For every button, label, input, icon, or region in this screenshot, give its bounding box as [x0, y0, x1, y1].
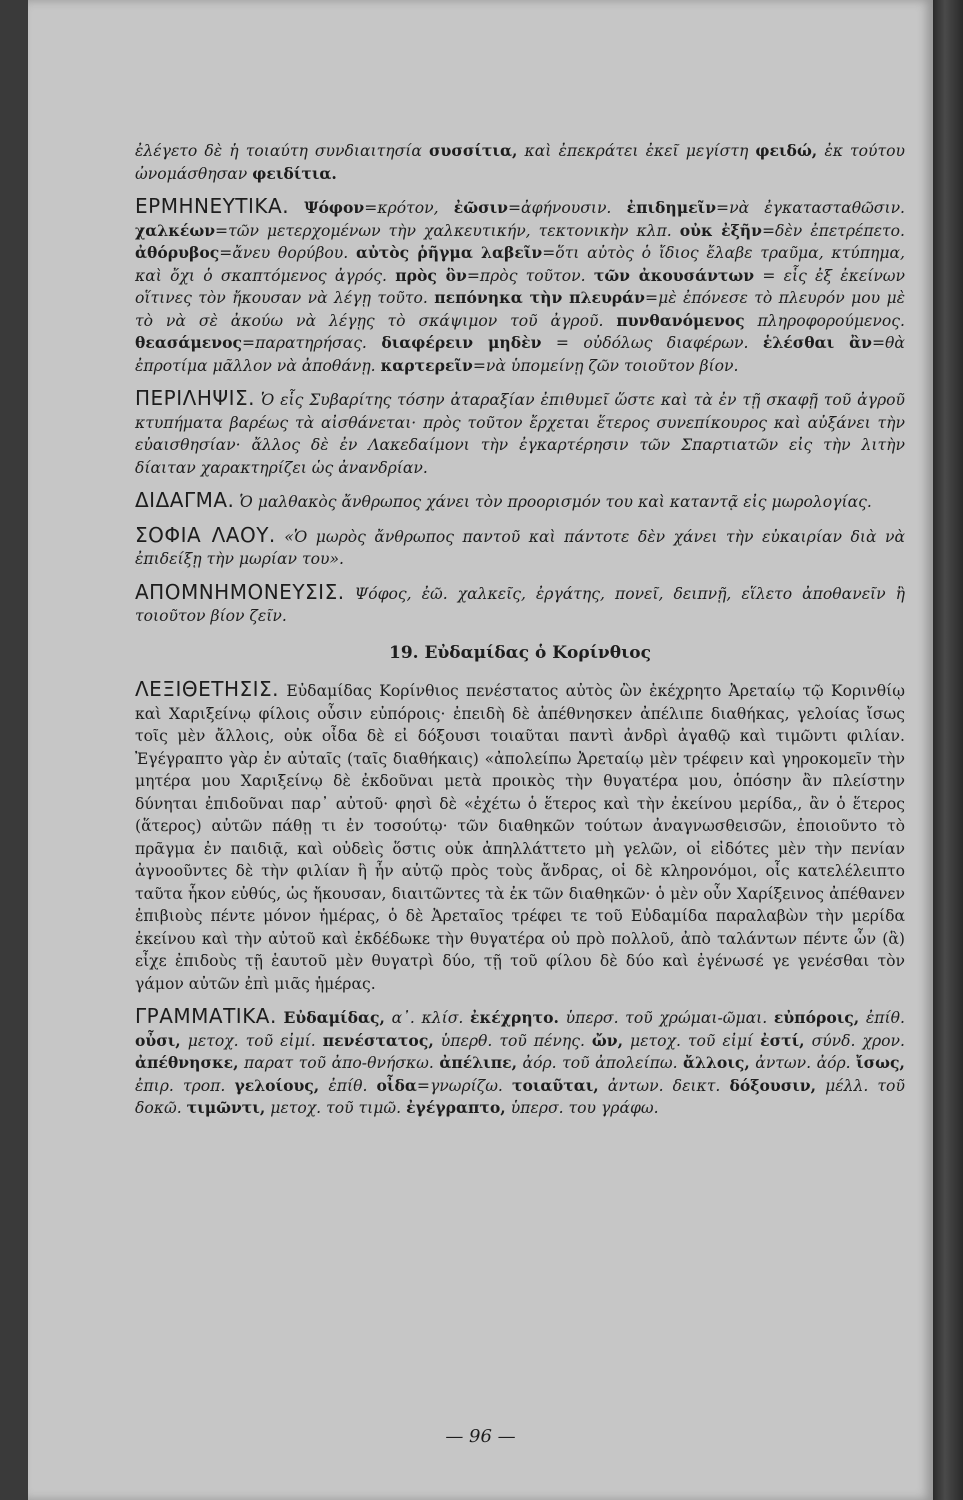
definition: =θὰ ἐπροτίμα μᾶλλον νὰ ἀποθάνῃ. [135, 334, 905, 375]
term: ὤν, [591, 1030, 624, 1050]
intro-text: ἐκ τούτου ὠνομάσθησαν [135, 142, 906, 183]
term: ἄλλοις, [683, 1053, 750, 1072]
definition: παρατ τοῦ ἀπο-θνήσκω. [244, 1054, 434, 1072]
definition: =πρὸς τοῦτον. [466, 266, 586, 285]
definition: =κρότον, [364, 199, 439, 217]
term: ἐπιδημεῖν [626, 198, 717, 217]
definition: =παρατηρήσας. [242, 334, 367, 352]
term: Ψόφον [304, 198, 365, 217]
section-label: ΑΠΟΜΝΗΜΟΝΕΥΣΙΣ. [135, 579, 345, 604]
book-spine [933, 0, 963, 1500]
section-text: Ὁ εἷς Συβαρίτης τόσην ἀταραξίαν ἐπιθυμεῖ ὥστε καὶ τὰ ἐν τῇ σκαφῇ τοῦ ἀγροῦ κτυπήματα βαρέως τὰ αἰσθάνεται· πρὸς τοῦτον ἔρχεται ἕτερος συνεπίκουρος καὶ αὐξάνει τὴν εὐαισθησίαν· ἄλλος δὲ ἐν Λακεδαίμονι τὴν ἐγκαρτέρησιν τῶν Σπαρτιατῶν εἰς τὴν λιτὴν δίαιταν χαρακτηρίζει ὡς ἀνανδρίαν. [135, 391, 905, 477]
term: πεπόνηκα τὴν πλευράν [434, 288, 646, 307]
term: ἐγέγραπτο, [406, 1098, 506, 1117]
term: ἀπέλιπε, [439, 1053, 518, 1072]
perilipsis-section [135, 387, 905, 479]
definition: =νὰ ὑπομείνῃ ζῶν τοιοῦτον βίον. [472, 356, 739, 375]
term: Εὐδαμίδας, [283, 1008, 385, 1027]
term: διαφέρειν μηδὲν [381, 333, 542, 352]
term: πενέστατος, [322, 1030, 434, 1050]
definition: ἐπιρ. τροπ. [135, 1076, 226, 1095]
term: θεασάμενος [135, 333, 242, 352]
definition: =νὰ ἐγκατασταθῶσιν. [716, 199, 905, 217]
term-syssitia: συσσίτια, [429, 141, 518, 160]
definition: ἐπίθ. [865, 1009, 905, 1027]
chapter-title: 19. Εὐδαμίδας ὁ Κορίνθιος [389, 642, 651, 663]
page-number: — 96 — [445, 1426, 516, 1447]
term: αὐτὸς ῥῆγμα λαβεῖν [355, 243, 543, 262]
apomnimoneusis-section [135, 581, 905, 628]
section-text: Εὐδαμίδας Κορίνθιος πενέστατος αὐτὸς ὢν ἐκέχρητο Ἀρεταίῳ τῷ Κορινθίῳ καὶ Χαριξείνῳ φίλοις οὖσιν εὐπόροις· ἐπειδὴ δὲ ἀπέθνησκεν ἀπέλιπε διαθήκας, γελοίας ἴσως τοῖς μὲν ἄλλοις, οὐκ οἶδα δὲ εἰ δόξουσι τοιαῦται παντὶ ἀνδρὶ ἀγαθῷ καὶ τιμῶντι φιλίαν. Ἐγέγραπτο γὰρ ἐν αὐταῖς (ταῖς διαθήκαις) «ἀπολείπω Ἀρεταίῳ μὲν τρέφειν καὶ γηροκομεῖν τὴν μητέρα μου Χαριξείνῳ δὲ ἐκδοῦναι μετὰ προικὸς τὴν θυγατέρα μου, ὁπόσην ἂν πλείστην δύνηται ἐπιδοῦναι παρ᾿ αὐτοῦ· φησὶ δὲ «ἐχέτω ὁ ἕτερος καὶ τὴν ἐκείνου μερίδα,, ἂν ὁ ἕτερος (ἅτερος) αὐτῶν πάθῃ τι ἐν τοσούτῳ· τῶν διαθηκῶν τούτων ἀναγνωσθεισῶν, ἐποιοῦντο τὸ πρᾶγμα ἐν παιδιᾷ, καὶ οὐδεὶς ὅστις οὐκ ἀπηλλάττετο μὴ γελῶν, οἱ εἰδότες μὲν τὴν πενίαν ἀγνοοῦντες δὲ τὴν φιλίαν ἣ ἦν αὐτῷ πρὸς τοὺς ἄνδρας, οἱ δὲ κληρονόμοι, οἷς κατελέλειπτο ταῦτα ἧκον εὐθύς, ὡς ἤκουσαν, διαιτῶντες τὰ ἐκ τῶν διαθηκῶν· ὁ μὲν οὖν Χαρίξεινος ἀπέθανεν ἐπιβιοὺς πέντε μόνον ἡμέρας, ὁ δὲ Ἀρεταῖος τρέφει τε τοῦ Εὐδαμίδα παραλαβὼν τὴν μερίδα ἐκείνου καὶ τὴν αὐτοῦ καὶ ἐκδέδωκε τὴν θυγατέρα οὐ πρὸ πολλοῦ, ἀπὸ ταλάντων πέντε ὧν (ἃ) εἶχε ἐπιδοὺς τῇ ἑαυτοῦ μὲν θυγατρὶ δύο, τῇ τοῦ φίλου δὲ δύο καὶ ἐγένωσέ γε γενέσθαι τὸν γάμον αὐτῶν ἐπὶ μιᾶς ἡμέρας. [135, 682, 905, 993]
term: πρὸς ὃν [395, 265, 467, 285]
definition: μετοχ. τοῦ τιμῶ. [270, 1099, 402, 1117]
definition: ἀόρ. τοῦ ἀπολείπω. [522, 1054, 678, 1072]
term: πυνθανόμενος [616, 310, 745, 330]
term: ἐῶσιν [453, 198, 508, 217]
term: καρτερεῖν [380, 355, 473, 375]
section-label: ΕΡΜΗΝΕΥΤΙΚΑ. [135, 194, 290, 218]
section-label: ΠΕΡΙΛΗΨΙΣ. [135, 386, 255, 410]
section-label: ΓΡΑΜΜΑΤΙΚΑ. [135, 1004, 277, 1028]
definition: ὑπερσ. τοῦ χρώμαι-ῶμαι. [565, 1009, 768, 1027]
definition: =δὲν ἐπετρέπετο. [761, 221, 905, 240]
intro-text: καὶ ἐπεκράτει ἐκεῖ μεγίστη [524, 142, 749, 160]
definition: μετοχ. τοῦ εἰμί. [187, 1031, 316, 1050]
term-feiditia: φειδίτια. [252, 163, 337, 183]
grammatika-section [135, 1005, 905, 1120]
sofia-section [135, 524, 905, 571]
term: τοιαῦται, [511, 1075, 599, 1095]
definition: = εἷς ἐξ ἐκείνων οἵτινες τὸν ἤκουσαν νὰ λέγῃ τοῦτο. [135, 266, 905, 307]
term: ἑλέσθαι ἂν [762, 333, 872, 352]
term: γελοίους, [234, 1075, 320, 1095]
term: ἀπέθνησκε, [135, 1053, 239, 1072]
definition: =ἄνευ θορύβου. [219, 244, 349, 262]
section-text: Ὁ μαλθακὸς ἄνθρωπος χάνει τὸν προορισμόν του καὶ καταντᾷ εἰς μωρολογίας. [239, 493, 872, 511]
intro-text: ἐλέγετο δὲ ἡ τοιαύτη συνδιαιτησία [135, 142, 422, 160]
term-feido: φειδώ, [755, 141, 818, 160]
term: χαλκέων [135, 220, 216, 240]
term: τῶν ἀκουσάντων [593, 265, 755, 285]
page-text [135, 140, 905, 1130]
term: οὐκ ἐξῆν [679, 220, 762, 240]
term: ἀθόρυβος [135, 243, 220, 262]
definition: ὑπερθ. τοῦ πένης. [440, 1031, 585, 1050]
term: δόξουσιν, [729, 1075, 817, 1095]
section-label: ΛΕΞΙΘΕΤΗΣΙΣ. [135, 677, 280, 701]
term: εὐπόροις, [773, 1008, 860, 1027]
book-page [28, 0, 933, 1500]
term: τιμῶντι, [186, 1098, 266, 1117]
term: οὖσι, [135, 1030, 181, 1050]
section-label: ΔΙΔΑΓΜΑ. [135, 488, 235, 512]
lexithetisis-section [135, 678, 905, 995]
definition: =μὲ ἐπόνεσε τὸ πλευρόν μου μὲ τὸ νὰ σὲ ἀκούω νὰ λέγῃς τὸ σκάψιμον τοῦ ἀγροῦ. [135, 289, 905, 330]
didagma-section [135, 489, 905, 514]
section-label: ΣΟΦΙΑ ΛΑΟΥ. [135, 522, 276, 547]
definition: σύνδ. χρον. [811, 1031, 905, 1050]
definition: ὑπερσ. του γράφω. [510, 1099, 659, 1117]
definition: πληροφορούμενος. [757, 311, 905, 330]
term: ἐκέχρητο. [470, 1008, 559, 1027]
definition: ἀντων. ἀόρ. [755, 1054, 851, 1072]
term: οἶδα [376, 1075, 417, 1095]
term: ἐστί, [760, 1030, 805, 1050]
definition: μέλλ. τοῦ δοκῶ. [135, 1076, 905, 1117]
definition: μετοχ. τοῦ εἰμί [630, 1031, 754, 1050]
definition: =ἀφήνουσιν. [507, 199, 612, 217]
definition: =γνωρίζω. [416, 1076, 503, 1095]
definition: = οὐδόλως διαφέρων. [555, 334, 749, 352]
definition: α᾿. κλίσ. [391, 1009, 464, 1027]
section-text: Ψόφος, ἐῶ. χαλκεῖς, ἐργάτης, πονεῖ, δειπνῇ, εἵλετο ἀποθανεῖν ἢ τοιοῦτον βίον ζεῖν. [135, 584, 905, 625]
definition: =τῶν μετερχομένων τὴν χαλκευτικήν, τεκτονικὴν κλπ. [215, 221, 672, 240]
definition: =ὅτι αὐτὸς ὁ ἴδιος ἔλαβε τραῦμα, κτύπημα, καὶ ὄχι ὁ σκαπτόμενος ἀγρός. [135, 244, 905, 285]
ermineutika-section [135, 195, 905, 377]
glossary-intro [135, 140, 905, 185]
definition: ἐπίθ. [328, 1076, 368, 1095]
definition: ἀντων. δεικτ. [607, 1076, 721, 1095]
term: ἴσως, [856, 1053, 905, 1072]
section-text: «Ὁ μωρὸς ἄνθρωπος παντοῦ καὶ πάντοτε δὲν χάνει τὴν εὐκαιρίαν διὰ νὰ ἐπιδείξῃ τὴν μωρίαν του». [135, 527, 905, 568]
